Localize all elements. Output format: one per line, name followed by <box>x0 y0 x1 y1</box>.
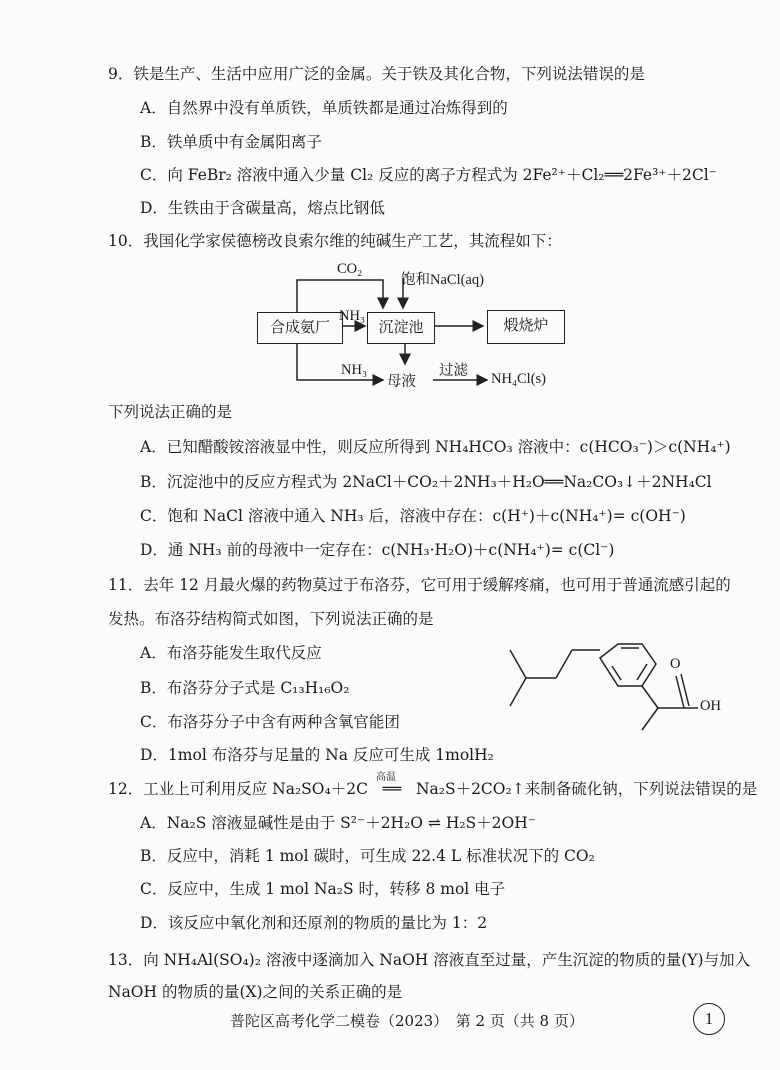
flow-label-co2: CO₂ <box>337 261 363 277</box>
flow-label-nh4cl: NH₄Cl(s) <box>491 371 546 387</box>
q12-option-c: C．反应中，生成 1 mol Na₂S 时，转移 8 mol 电子 <box>140 880 506 898</box>
page-footer: 普陀区高考化学二模卷（2023） 第 2 页（共 8 页） <box>230 1012 584 1030</box>
flow-label-mother-liquor: 母液 <box>387 374 416 390</box>
q11-option-a: A．布洛芬能发生取代反应 <box>140 644 322 662</box>
ibuprofen-skeleton-drawing <box>500 636 740 736</box>
q13-stem-line2: NaOH 的物质的量(X)之间的关系正确的是 <box>108 983 403 1001</box>
q9-stem: 9．铁是生产、生活中应用广泛的金属。关于铁及其化合物，下列说法错误的是 <box>108 65 645 83</box>
q11-stem-line2: 发热。布洛芬结构简式如图，下列说法正确的是 <box>108 610 434 628</box>
q12-stem-pre: 12．工业上可利用反应 Na₂SO₄＋2C <box>108 780 368 798</box>
q10-option-a: A．已知醋酸铵溶液显中性，则反应所得到 NH₄HCO₃ 溶液中：c(HCO₃⁻)＞c(NH₄⁺) <box>140 438 731 456</box>
atom-label-o: O <box>670 656 681 672</box>
q10-lead: 下列说法正确的是 <box>108 403 233 421</box>
flow-label-filter: 过滤 <box>439 363 468 379</box>
sheet-number-circle: 1 <box>693 1003 725 1035</box>
q11-option-c: C．布洛芬分子中含有两种含氧官能团 <box>140 713 400 731</box>
flow-label-nh3-bottom: NH₃ <box>341 362 367 378</box>
q12-option-b: B．反应中，消耗 1 mol 碳时，可生成 22.4 L 标准状况下的 CO₂ <box>140 847 595 865</box>
q11-option-d: D．1mol 布洛芬与足量的 Na 反应可生成 1molH₂ <box>140 746 494 764</box>
q9-option-d: D．生铁由于含碳量高，熔点比钢低 <box>140 199 385 217</box>
q10-option-b: B．沉淀池中的反应方程式为 2NaCl＋CO₂＋2NH₃＋H₂O══Na₂CO₃↓＋2NH₄Cl <box>140 473 712 491</box>
q12-stem <box>108 772 758 799</box>
flow-diagram <box>255 258 575 398</box>
flow-box-precipitation-tank: 沉淀池 <box>367 312 435 344</box>
flow-label-nh3-top: NH₃ <box>339 308 365 324</box>
q11-stem-line1: 11．去年 12 月最火爆的药物莫过于布洛芬，它可用于缓解疼痛，也可用于普通流感引起的 <box>108 576 731 594</box>
q9-option-a: A．自然界中没有单质铁，单质铁都是通过冶炼得到的 <box>140 99 508 117</box>
flow-box-calciner: 煅烧炉 <box>487 310 565 344</box>
q10-stem: 10．我国化学家侯德榜改良索尔维的纯碱生产工艺，其流程如下： <box>108 232 562 250</box>
q12-option-a: A．Na₂S 溶液显碱性是由于 S²⁻＋2H₂O ⇌ H₂S＋2OH⁻ <box>140 814 536 832</box>
q13-stem-line1: 13．向 NH₄Al(SO₄)₂ 溶液中逐滴加入 NaOH 溶液直至过量，产生沉淀的物质的量(Y)与加入 <box>108 951 751 969</box>
q10-option-d: D．通 NH₃ 前的母液中一定存在：c(NH₃·H₂O)＋c(NH₄⁺)= c(Cl⁻) <box>140 541 615 559</box>
ibuprofen-structure <box>500 636 740 740</box>
flow-box-ammonia-plant: 合成氨厂 <box>257 312 343 344</box>
atom-label-oh: OH <box>700 698 721 714</box>
q9-option-b: B．铁单质中有金属阳离子 <box>140 133 322 151</box>
q12-condition-label: 高温 <box>375 772 396 783</box>
q11-option-b: B．布洛芬分子式是 C₁₃H₁₆O₂ <box>140 679 350 697</box>
q12-option-d: D．该反应中氧化剂和还原剂的物质的量比为 1：2 <box>140 914 488 932</box>
q9-option-c: C．向 FeBr₂ 溶液中通入少量 Cl₂ 反应的离子方程式为 2Fe²⁺＋Cl₂══2Fe³⁺＋2Cl⁻ <box>140 166 717 184</box>
q12-condition-arrow: 高温 ══ <box>368 779 416 799</box>
q12-stem-post: Na₂S＋2CO₂↑来制备硫化钠，下列说法错误的是 <box>415 780 758 798</box>
q10-option-c: C．饱和 NaCl 溶液中通入 NH₃ 后，溶液中存在：c(H⁺)＋c(NH₄⁺)= c(OH⁻) <box>140 507 686 525</box>
flow-label-nacl: 饱和NaCl(aq) <box>401 272 484 288</box>
